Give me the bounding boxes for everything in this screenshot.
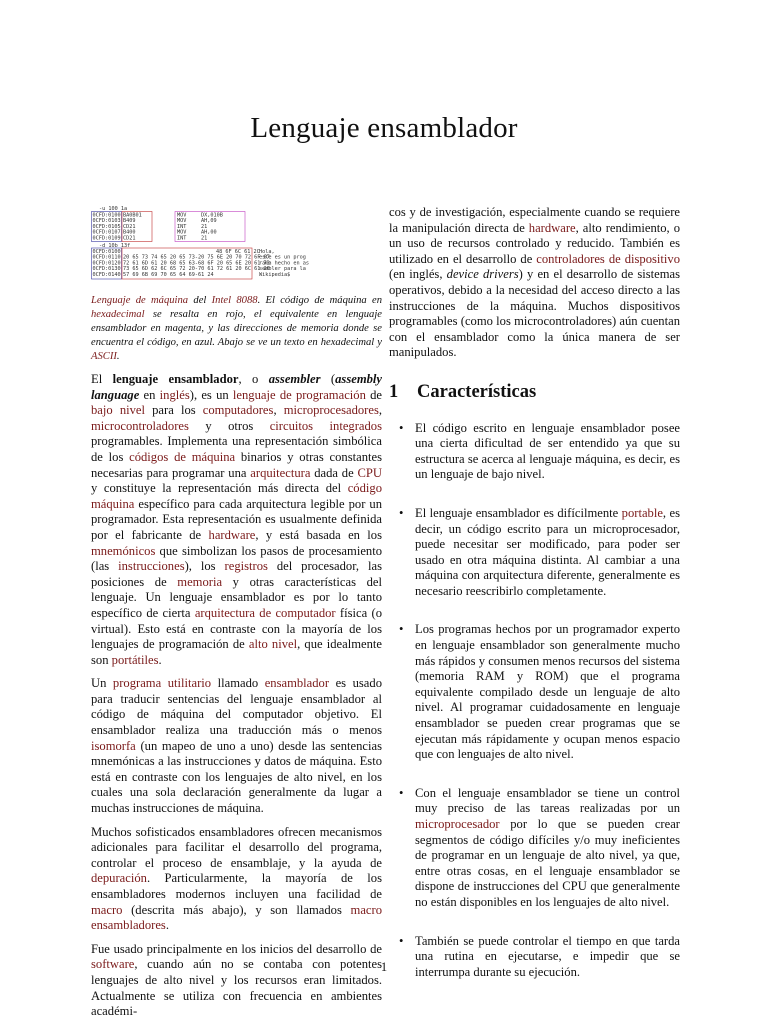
bullet-icon: • (399, 505, 404, 520)
text-run: ), los (184, 559, 225, 574)
fig-machine-code: B409 (123, 218, 136, 225)
fig-machine-code: BA0B01 (123, 212, 142, 219)
text-run: , y está basada en los (255, 527, 382, 542)
text-run: y otros (188, 418, 270, 433)
wiki-link[interactable]: arquitectura de computador (194, 605, 336, 620)
fig-address: 0CFD:0103 (92, 218, 121, 225)
text-run: física (o virtual). Esto está en contraste con la mayoría de los lenguajes de programación de (91, 605, 383, 652)
text-run: para los (145, 403, 203, 418)
text-run: Fue usado principalmente en los inicios del desarrollo de (91, 941, 382, 956)
text-run: También se puede controlar el tiempo en que tarda una rutina en ejecutarse, e impedir que se interrumpa durante su ejecución. (415, 933, 680, 979)
body-paragraph (91, 825, 382, 934)
wiki-link[interactable]: Intel 8088 (211, 295, 258, 306)
fig-command-1: -u 100 1a (99, 206, 128, 212)
wiki-link[interactable]: memoria (177, 574, 223, 589)
body-paragraph (91, 676, 382, 816)
fig-operand: AH,09 (201, 218, 217, 225)
characteristics-list (389, 421, 680, 981)
list-item (389, 506, 680, 600)
fig-address: 0CFD:0110 (92, 254, 121, 261)
wiki-link[interactable]: isomorfa (91, 738, 136, 753)
bullet-icon: • (399, 420, 404, 435)
wiki-link[interactable]: instrucciones (118, 559, 185, 574)
text-run: . Particularmente, la mayoría de los ensambladores modernos incluyen una facilidad de (91, 871, 382, 901)
wiki-link[interactable]: código máquina (91, 481, 382, 511)
wiki-link[interactable]: portable (621, 505, 663, 520)
wiki-link[interactable]: lenguaje de programación (232, 387, 366, 402)
fig-mnemonic: MOV (177, 218, 187, 225)
text-run: . (165, 918, 169, 933)
wiki-link[interactable]: CPU (357, 465, 383, 480)
section-number: 1 (389, 381, 399, 402)
fig-hex-bytes: 48 6F 6C 61 2C (216, 249, 260, 255)
wiki-link[interactable]: circuitos integrados (269, 418, 382, 433)
fig-machine-code: B400 (123, 229, 136, 236)
text-run: del (188, 295, 212, 306)
wiki-link[interactable]: ASCII (91, 351, 117, 362)
page-number: 1 (380, 960, 388, 974)
wiki-link[interactable]: controladores de dispositivo (536, 251, 680, 266)
section-heading (389, 381, 680, 402)
text-run: ( (320, 372, 336, 386)
text-run: del procesador, las posiciones de (91, 559, 382, 589)
text-run: cos y de investigación, especialmente cuando se requiere la manipulación directa de (389, 205, 680, 235)
text-run: que simbolizan los pasos de procesamiento (las (91, 543, 382, 574)
fig-ascii: Wikipedia$ (259, 271, 291, 278)
text-run: (descrita más abajo), y son llamados (122, 902, 351, 917)
text-run: El código escrito en lenguaje ensamblador posee una cierta dificultad de ser entendido ya que su estructura se acerca al lenguaje máquina, es decir, es un lenguaje de bajo nivel. (415, 420, 680, 482)
fig-mnemonic: MOV (177, 229, 187, 236)
page-title: Lenguaje ensamblador (250, 112, 518, 144)
text-run: programables. Implementa una representación simbólica de los (91, 434, 382, 464)
fig-ascii: Hola, (259, 249, 275, 255)
text-run: , o (238, 372, 269, 386)
wiki-link[interactable]: computadores (202, 403, 274, 418)
fig-address: 0CFD:0109 (92, 235, 121, 242)
fig-address: 0CFD:0105 (92, 223, 121, 230)
section-title: Características (417, 381, 537, 402)
fig-hex-bytes: 20 65 73 74 65 20 65 73-20 75 6E 20 70 72 6F 67 (123, 254, 270, 261)
list-item (389, 786, 680, 911)
text-run: Muchos sofisticados ensambladores ofrecen mecanismos adicionales para facilitar el desarrollo del programa, controlar el proceso de ensamblaje, y la ayuda de (91, 824, 382, 870)
text-run: en (139, 387, 160, 402)
wiki-link[interactable]: inglés (159, 387, 190, 402)
text-run: ), es un (189, 387, 233, 402)
text-run: específico para cada arquitectura legible por un programador. Esta representación es usualmente definida por el fabricante de (91, 496, 382, 542)
text-run: (en inglés, (389, 267, 447, 282)
wiki-link[interactable]: alto nivel (248, 637, 298, 652)
right-column (389, 205, 680, 1003)
wiki-link[interactable]: depuración (91, 871, 147, 886)
fig-operand: 21 (201, 223, 208, 230)
fig-address: 0CFD:0100 (92, 212, 121, 219)
text-run: , (378, 403, 383, 418)
text-run: binarios y otras constantes necesarias para programar una (91, 449, 382, 480)
wiki-link[interactable]: portátiles (111, 652, 159, 667)
text-run: Un (91, 676, 113, 691)
fig-mnemonic: MOV (177, 212, 187, 219)
fig-rows-2 (93, 249, 309, 278)
right-intro-paragraph (389, 205, 680, 361)
wiki-link[interactable]: software (91, 957, 135, 972)
code-figure (91, 204, 311, 284)
text-run: dada de (310, 465, 358, 480)
list-item (389, 421, 680, 483)
list-item (389, 622, 680, 762)
text-run: ) y en el desarrollo de sistemas operativos, debido a la necesidad del acceso directo a las instrucciones de la máquina. Muchos dispositivos programables (como los microcontroladores) aún cuentan con el ensamblador como la única manera de ser manipulados. (389, 267, 680, 360)
text-run: es usado para traducir sentencias del lenguaje ensamblador al código de máquina del computador objetivo. El ensamblador realiza una traducción más o menos (91, 676, 382, 738)
fig-ascii: rama hecho en as (259, 260, 309, 267)
left-body (91, 372, 382, 1020)
wiki-link[interactable]: microprocesador (415, 817, 500, 831)
text-run: , alto rendimiento, o un uso de recursos controlado y reducido. También es utilizado en el desarrollo de (389, 220, 680, 266)
text-run: llamado (211, 676, 265, 691)
wiki-link[interactable]: bajo nivel (91, 403, 145, 418)
fig-rows-1 (93, 213, 223, 242)
wiki-link[interactable]: microcontroladores (91, 418, 189, 433)
wiki-link[interactable]: registros (224, 559, 268, 574)
text-run: y otras características del lenguaje. Un lenguaje ensamblador es por lo tanto específico de cierta (91, 574, 382, 620)
text-run: lenguaje ensamblador (112, 372, 239, 386)
bullet-icon: • (399, 622, 404, 637)
text-run: (un mapeo de uno a uno) desde las sentencias mnemónicas a las instrucciones y datos de máquina. Esto está en contraste con los lenguajes de alto nivel, en los cuales una sola declaración generalmente da lugar a muchas instrucciones de máquina. (91, 738, 382, 816)
text-run: . (116, 351, 120, 362)
body-paragraph (91, 942, 382, 1020)
fig-mnemonic: INT (177, 223, 187, 230)
text-run: , cuando aún no se contaba con potentes lenguajes de alto nivel y los recursos eran limitados. Actualmente se utiliza con frecuencia en ambientes académi- (91, 957, 382, 1019)
text-run: device drivers (446, 267, 519, 282)
fig-hex-bytes: 72 61 6D 61 20 68 65 63-68 6F 20 65 6E 20 61 73 (123, 260, 270, 267)
fig-address: 0CFD:0130 (92, 266, 121, 273)
wiki-link[interactable]: microprocesadores (283, 403, 379, 418)
left-column (91, 204, 382, 1028)
text-run: Los programas hechos por un programador experto en lenguaje ensamblador son generalmente mucho más rápidos y consumen menos recursos del sistema (memoria RAM y ROM) que el programa equivalente compilado desde un lenguaje de alto nivel. Al programar cuidadosamente en lenguaje ensamblador se pueden crear programas que se ejecutan más rápidamente y ocupan menos espacio que con lenguajes de alto nivel. (415, 622, 680, 762)
text-run: El lenguaje ensamblador es difícilmente (415, 505, 622, 520)
fig-mnemonic: INT (177, 235, 187, 242)
wiki-link[interactable]: códigos de máquina (129, 449, 236, 464)
bullet-icon: • (399, 933, 404, 948)
fig-ascii: este es un prog (259, 254, 306, 261)
fig-hex-bytes: 57 69 6B 69 70 65 64 69-61 24 (123, 271, 214, 278)
wiki-link[interactable]: Lenguaje de máquina (91, 295, 189, 306)
text-run: El (91, 372, 113, 386)
wiki-link[interactable]: programa utilitario (112, 676, 212, 691)
fig-address: 0CFD:0140 (92, 271, 121, 278)
wiki-link[interactable]: macro ensambladores (91, 902, 382, 933)
body-paragraph (91, 372, 382, 668)
text-run: . (158, 652, 162, 667)
text-run: , que idealmente son (91, 637, 382, 667)
fig-ascii: sembler para la (259, 266, 306, 273)
text-run: assembly language (91, 372, 382, 402)
wiki-link[interactable]: hexadecimal (91, 309, 145, 320)
fig-address: 0CFD:0120 (92, 260, 121, 267)
text-run: . El código de máquina en (257, 295, 383, 306)
bullet-icon: • (399, 785, 404, 800)
wiki-link[interactable]: hardware (208, 527, 256, 542)
fig-operand: 21 (201, 235, 208, 242)
fig-operand: AH,00 (201, 229, 217, 236)
fig-machine-code: CD21 (123, 223, 136, 230)
fig-address: 0CFD:0107 (92, 229, 121, 236)
text-run: por lo que se pueden crear segmentos de código difíciles y/o muy ineficientes de programar en un lenguaje de alto nivel, ya que, entre otras cosas, en el lenguaje ensamblador se dispone de instrucciones del CPU que generalmente no están disponibles en los lenguajes de alto nivel. (415, 817, 680, 909)
text-run: , es decir, un código escrito para un microprocesador, puede necesitar ser modificado, para poder ser usado en otra máquina distinta. Al cambiar a una máquina con arquitectura diferente, generalmente es necesario reescribirlo completamente. (415, 505, 680, 598)
text-run: Con el lenguaje ensamblador se tiene un control muy preciso de las tareas realizadas por un (415, 785, 680, 816)
fig-hex-bytes: 73 65 6D 62 6C 65 72 20-70 61 72 61 20 6C 61 20 (123, 266, 270, 273)
wiki-link[interactable]: arquitectura (250, 465, 311, 480)
text-run: de (365, 387, 383, 402)
figure-caption (91, 294, 382, 364)
wiki-link[interactable]: ensamblador (264, 676, 330, 691)
text-run: , (273, 403, 284, 418)
text-run: y constituye la representación más directa del (91, 481, 348, 496)
wiki-link[interactable]: mnemónicos (91, 543, 156, 558)
fig-operand: DX,010B (201, 212, 223, 219)
wiki-link[interactable]: macro (91, 902, 123, 917)
text-run: assembler (268, 372, 321, 386)
fig-address: 0CFD:0100 (92, 249, 121, 255)
wiki-link[interactable]: hardware (528, 220, 576, 235)
fig-command-2: -d 10b 13f (99, 243, 131, 249)
text-run: se resalta en rojo, el equivalente en lenguaje ensamblador en magenta, y las direcciones de memoria donde se encuentra el código, en azul. Abajo se ve un texto en hexadecimal y (91, 309, 382, 348)
fig-machine-code: CD21 (123, 235, 136, 242)
